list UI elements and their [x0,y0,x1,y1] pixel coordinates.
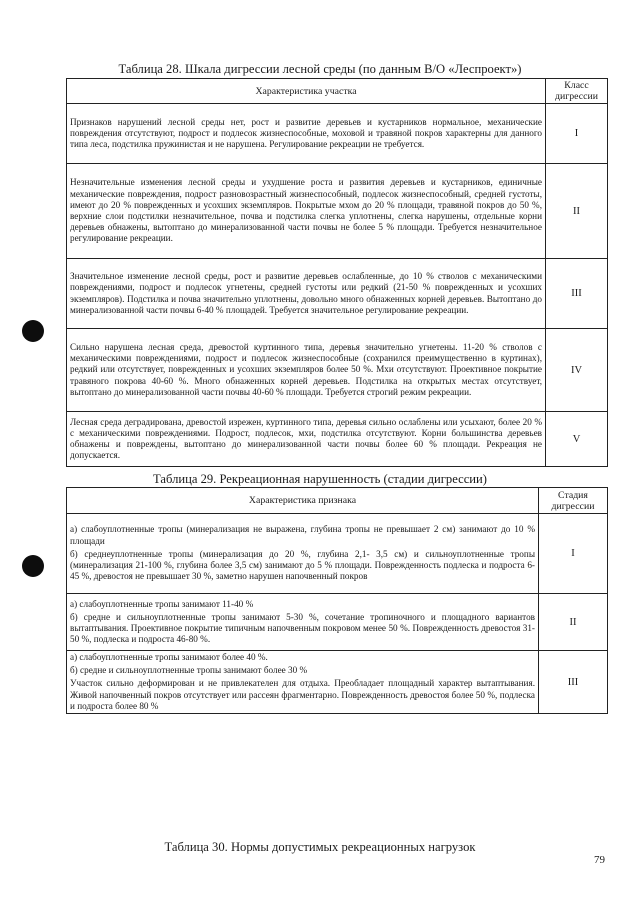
table28-row-class: I [546,104,608,164]
table28-row-class: III [546,259,608,329]
table28-header-class: Класс дигрессии [546,79,608,104]
table29-row-stage: II [539,594,608,651]
table29-header-characteristic: Характеристика признака [67,488,539,514]
table29-row-text [67,514,539,594]
table28-row-text: Признаков нарушений лесной среды нет, рост и развитие деревьев и кустарников нормальное, механические повреждения отсутствуют, подрост и подлесок жизнеспособные, моховой и травяной покров характерны для данного типа леса, подстилка пружинистая и не нарушена. Регулирование рекреации не требуется. [67,104,546,164]
table28-row-class: IV [546,329,608,412]
table-row [67,651,608,714]
table-row [67,594,608,651]
table29-header-row [67,488,608,514]
table29-item: б) среднеуплотненные тропы (минерализация до 20 %, глубина 2,1- 3,5 см) и сильноуплотненные тропы (минерализация 21-100 %, глубина более 3,5 см) занимают до 5 % площади. Поврежденность подлеска и подроста 6-45 %, древостоя не превышает 30 %, заметно нарушен напочвенный покров [70,548,535,582]
table-row [67,164,608,259]
table30-caption: Таблица 30. Нормы допустимых рекреационных нагрузок [164,840,476,854]
table29-row-text [67,651,539,714]
table29-caption: Таблица 29. Рекреационная нарушенность (стадии дигрессии) [153,472,487,486]
table28-row-class: II [546,164,608,259]
table-row [67,514,608,594]
table-row [67,104,608,164]
binder-hole-bottom [22,555,44,577]
table28 [66,78,608,467]
table-row [67,329,608,412]
table28-header-characteristic: Характеристика участка [67,79,546,104]
table28-caption: Таблица 28. Шкала дигрессии лесной среды (по данным В/О «Леспроект») [118,62,522,76]
table29-item: Участок сильно деформирован и не привлекателен для отдыха. Преобладает площадный характер вытаптывания. Живой напочвенный покров отсутствует или рассеян фрагментарно. Поврежденность древостоя более 50 %, подлеска и подроста более 80 % [70,678,535,711]
table29-item: б) средне и сильноуплотненные тропы занимают более 30 % [70,665,308,676]
table28-row-class: V [546,412,608,467]
table29-row-stage: I [539,514,608,594]
table28-header-row [67,79,608,104]
table29-item: б) средне и сильноуплотненные тропы занимают 5-30 %, сочетание тропиночного и площадного вариантов вытаптывания. Проективное покрытие типичным напочвенным покровом менее 50 %. Поврежденность древостоя 31-50 %, подлеска и подроста 46-80 %. [70,611,535,645]
table28-row-text: Значительное изменение лесной среды, рост и развитие деревьев ослабленные, до 10 % стволов с механическими повреждениями, подрост и подлесок угнетены, средней густоты или редкий (21-50 % поврежденных и усохших экземпляров). Подстилка и почва значительно уплотнены, довольно много обнаженных корней деревьев. Вытоптано до минерализованной части почвы 6-40 % площадей. Требуется значительное регулирование рекреации. [67,259,546,329]
table28-row-text: Незначительные изменения лесной среды и ухудшение роста и развития деревьев и кустарников, единичные механические повреждения, подрост разновозрастный жизнеспособный, подлесок жизнеспособный, средней густоты, имеют до 20 % поврежденных и усохших экземпляров. Покрытые мхом до 20 % площади, травяной покров до 50 %, верхние слои подстилки незначительное, почва и подстилка слегка уплотнены, слегка нарушены, отдельные корни деревьев обнажены, вытоптано до минерализованной части почвы не более 5 % площади. Требуется незначительное регулирование рекреации. [67,164,546,259]
page-number: 79 [594,854,605,866]
table29-row-stage: III [539,651,608,714]
table-row [67,412,608,467]
table28-row-text: Лесная среда деградирована, древостой изрежен, куртинного типа, деревья сильно ослаблены или усыхают, более 20 % с механическими повреждениями. Подрост, подлесок, мхи, подстилка отсутствуют. Корни большинства деревьев обнажены и повреждены, вытоптано до минерализованной части почвы более 60 % площади. Рекреация не допускается. [67,412,546,467]
binder-hole-top [22,320,44,342]
table29-item: а) слабоуплотненные тропы (минерализация не выражена, глубина тропы не превышает 2 см) занимают до 10 % площади [70,524,535,546]
table28-row-text: Сильно нарушена лесная среда, древостой куртинного типа, деревья значительно угнетены. 11-20 % стволов с механическими повреждениями, подрост и подлесок жизнеспособные (сохранился преимущественно в куртинах), редкий или отсутствует, поврежденных и усохших экземпляров более 50 %. Мхи отсутствуют. Проективное покрытие травяного покрова 40-60 %. Много обнаженных корней деревьев. Подстилка на открытых местах отсутствует, вытоптано до минерализованной части почвы 40-60 % площади. Требуется строгий режим рекреации. [67,329,546,412]
table-row [67,259,608,329]
table29-item: а) слабоуплотненные тропы занимают 11-40 % [70,598,254,609]
table29 [66,487,608,714]
table29-row-text [67,594,539,651]
table29-item: а) слабоуплотненные тропы занимают более 40 %. [70,652,268,662]
table29-header-stage: Стадия дигрессии [539,488,608,514]
